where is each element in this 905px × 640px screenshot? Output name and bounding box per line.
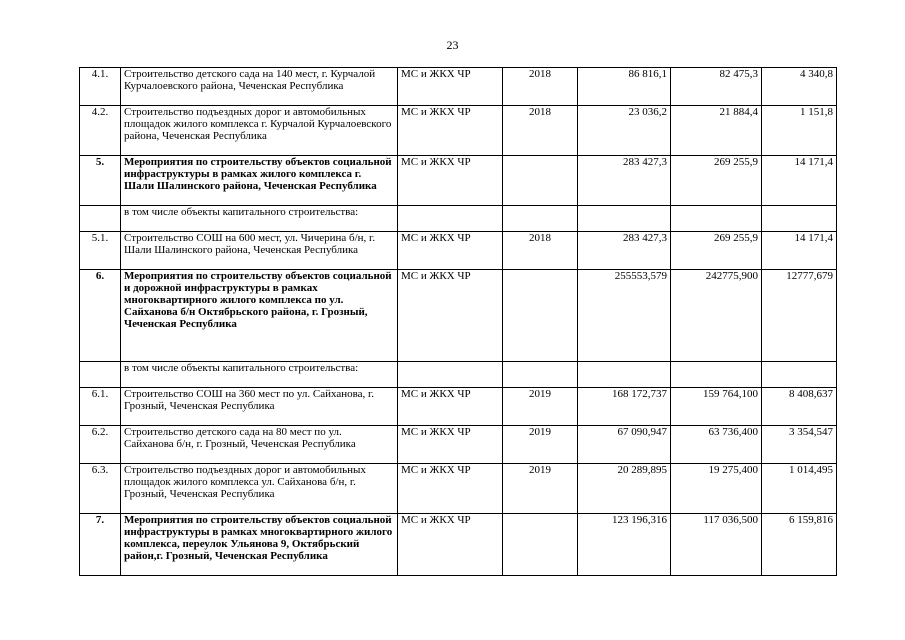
row-value-2: [762, 362, 837, 388]
row-organization: [398, 206, 503, 232]
row-description: в том числе объекты капитального строительства:: [121, 206, 398, 232]
table-row: [80, 206, 837, 232]
table-row: [80, 388, 837, 426]
row-value-2: 4 340,8: [762, 68, 837, 106]
row-value-1: [671, 362, 762, 388]
row-total: 283 427,3: [578, 156, 671, 206]
row-total: 20 289,895: [578, 464, 671, 514]
row-number: 7.: [80, 514, 121, 576]
row-value-1: 117 036,500: [671, 514, 762, 576]
row-number: 6.3.: [80, 464, 121, 514]
table-row: [80, 232, 837, 270]
row-description: Строительство СОШ на 360 мест по ул. Сайханова, г. Грозный, Чеченская Республика: [121, 388, 398, 426]
row-number: 4.1.: [80, 68, 121, 106]
table-row: [80, 156, 837, 206]
row-value-1: 242775,900: [671, 270, 762, 362]
row-value-2: 12777,679: [762, 270, 837, 362]
row-description: Строительство подъездных дорог и автомобильных площадок жилого комплекса г. Курчалой Курчалоевского района, Чеченская Республика: [121, 106, 398, 156]
row-year: [503, 362, 578, 388]
row-value-2: 8 408,637: [762, 388, 837, 426]
row-year: 2019: [503, 388, 578, 426]
row-number: [80, 206, 121, 232]
row-organization: МС и ЖКХ ЧР: [398, 270, 503, 362]
row-description: в том числе объекты капитального строительства:: [121, 362, 398, 388]
row-total: [578, 206, 671, 232]
row-value-2: 1 151,8: [762, 106, 837, 156]
row-total: 86 816,1: [578, 68, 671, 106]
row-value-2: 3 354,547: [762, 426, 837, 464]
row-total: 283 427,3: [578, 232, 671, 270]
row-year: [503, 206, 578, 232]
row-organization: МС и ЖКХ ЧР: [398, 232, 503, 270]
table-row: [80, 270, 837, 362]
row-year: [503, 514, 578, 576]
row-value-1: 63 736,400: [671, 426, 762, 464]
row-number: 6.2.: [80, 426, 121, 464]
row-year: 2018: [503, 106, 578, 156]
row-organization: МС и ЖКХ ЧР: [398, 68, 503, 106]
table-row: [80, 464, 837, 514]
table-row: [80, 106, 837, 156]
row-value-1: 159 764,100: [671, 388, 762, 426]
table-row: [80, 426, 837, 464]
row-value-2: 14 171,4: [762, 156, 837, 206]
row-value-2: 14 171,4: [762, 232, 837, 270]
row-organization: МС и ЖКХ ЧР: [398, 464, 503, 514]
row-number: 5.: [80, 156, 121, 206]
row-total: 123 196,316: [578, 514, 671, 576]
row-value-1: 21 884,4: [671, 106, 762, 156]
table-body: [80, 68, 837, 576]
row-value-2: [762, 206, 837, 232]
row-year: 2018: [503, 232, 578, 270]
row-value-1: 269 255,9: [671, 232, 762, 270]
table-row: [80, 514, 837, 576]
row-number: 5.1.: [80, 232, 121, 270]
row-total: [578, 362, 671, 388]
row-number: [80, 362, 121, 388]
row-number: 6.: [80, 270, 121, 362]
page-number: 23: [446, 38, 459, 52]
row-total: 67 090,947: [578, 426, 671, 464]
table-row: [80, 68, 837, 106]
row-total: 168 172,737: [578, 388, 671, 426]
row-organization: [398, 362, 503, 388]
row-organization: МС и ЖКХ ЧР: [398, 156, 503, 206]
row-description: Строительство СОШ на 600 мест, ул. Чичерина б/н, г. Шали Шалинского района, Чеченская Республика: [121, 232, 398, 270]
row-year: [503, 156, 578, 206]
row-description: Мероприятия по строительству объектов социальной инфраструктуры в рамках жилого комплекса г. Шали Шалинского района, Чеченская Республика: [121, 156, 398, 206]
row-organization: МС и ЖКХ ЧР: [398, 106, 503, 156]
row-description: Строительство детского сада на 80 мест по ул. Сайханова б/н, г. Грозный, Чеченская Республика: [121, 426, 398, 464]
row-value-1: [671, 206, 762, 232]
table-row: [80, 362, 837, 388]
row-year: 2019: [503, 426, 578, 464]
row-total: 23 036,2: [578, 106, 671, 156]
row-year: 2019: [503, 464, 578, 514]
row-value-2: 6 159,816: [762, 514, 837, 576]
row-value-1: 19 275,400: [671, 464, 762, 514]
row-number: 4.2.: [80, 106, 121, 156]
row-value-1: 82 475,3: [671, 68, 762, 106]
row-year: 2018: [503, 68, 578, 106]
row-organization: МС и ЖКХ ЧР: [398, 388, 503, 426]
row-description: Строительство детского сада на 140 мест, г. Курчалой Курчалоевского района, Чеченская Республика: [121, 68, 398, 106]
row-value-1: 269 255,9: [671, 156, 762, 206]
row-year: [503, 270, 578, 362]
row-organization: МС и ЖКХ ЧР: [398, 514, 503, 576]
row-value-2: 1 014,495: [762, 464, 837, 514]
row-description: Мероприятия по строительству объектов социальной инфраструктуры в рамках многоквартирного жилого комплекса, переулок Ульянова 9, Октябрьский район,г. Грозный, Чеченская Республика: [121, 514, 398, 576]
row-total: 255553,579: [578, 270, 671, 362]
row-description: Мероприятия по строительству объектов социальной и дорожной инфраструктуры в рамках многоквартирного жилого комплекса по ул. Сайханова б/н Октябрьского района, г. Грозный, Чеченская Республика: [121, 270, 398, 362]
row-description: Строительство подъездных дорог и автомобильных площадок жилого комплекса ул. Сайханова б/н, г. Грозный, Чеченская Республика: [121, 464, 398, 514]
row-number: 6.1.: [80, 388, 121, 426]
program-table: [79, 67, 837, 576]
row-organization: МС и ЖКХ ЧР: [398, 426, 503, 464]
